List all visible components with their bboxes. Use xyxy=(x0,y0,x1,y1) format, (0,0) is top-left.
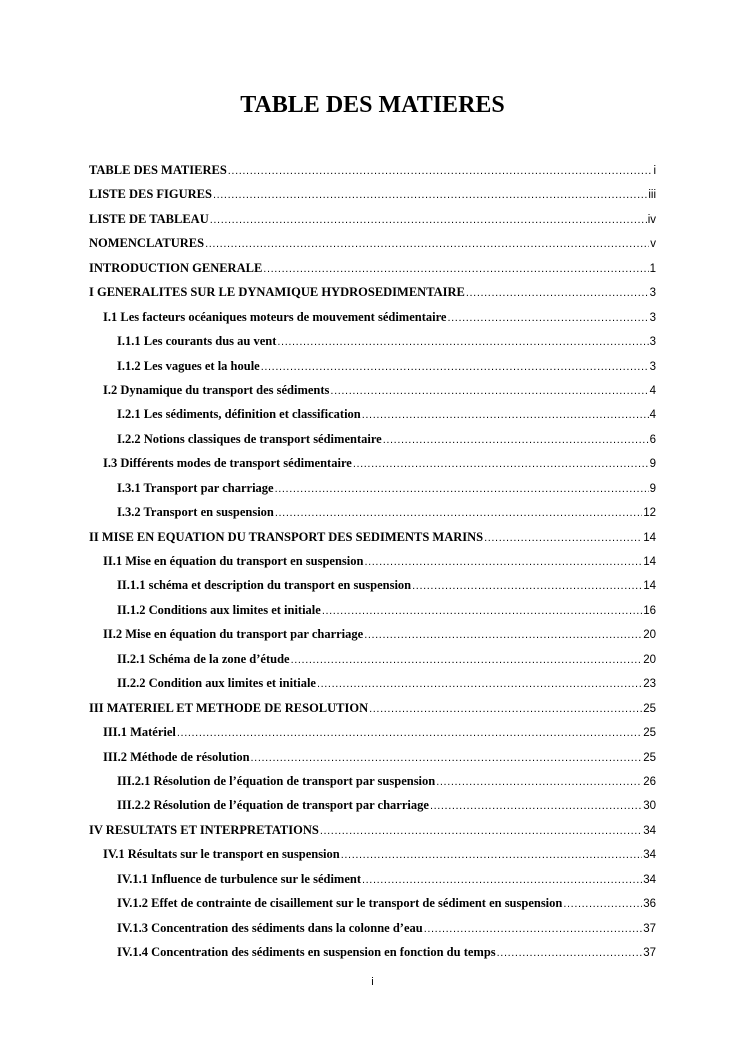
toc-entry-title: I.1.1 Les courants dus au vent xyxy=(117,334,277,349)
toc-entry-title: IV.1 Résultats sur le transport en suspension xyxy=(103,847,340,862)
toc-entry-page: 20 xyxy=(643,629,656,642)
toc-entry[interactable] xyxy=(89,162,656,186)
toc-entry-page: 26 xyxy=(643,775,656,788)
toc-leader-dots xyxy=(484,530,642,546)
toc-leader-dots xyxy=(364,554,642,570)
toc-entry-title: I.2 Dynamique du transport des sédiments xyxy=(103,382,330,397)
toc-leader-dots xyxy=(424,921,643,937)
toc-entry-title: III.1 Matériel xyxy=(103,725,176,740)
toc-leader-dots xyxy=(205,236,649,252)
toc-entry-title: LISTE DES FIGURES xyxy=(89,187,212,202)
toc-entry-page: 3 xyxy=(649,311,656,324)
toc-entry-title: II.1.1 schéma et description du transport en suspension xyxy=(117,578,412,593)
toc-entry-page: 30 xyxy=(643,800,656,813)
toc-leader-dots xyxy=(177,725,642,741)
toc-entry-title: II.2.2 Condition aux limites et initiale xyxy=(117,676,316,691)
toc-entry-page: i xyxy=(653,165,656,177)
toc-leader-dots xyxy=(320,823,642,839)
toc-entry-page: 37 xyxy=(643,922,656,935)
toc-entry-page: 34 xyxy=(643,824,656,837)
toc-leader-dots xyxy=(364,627,642,643)
toc-entry[interactable] xyxy=(89,309,656,333)
toc-entry[interactable] xyxy=(89,382,656,406)
toc-leader-dots xyxy=(261,359,649,375)
toc-leader-dots xyxy=(353,456,649,472)
toc-entry-title: II.2.1 Schéma de la zone d’étude xyxy=(117,651,290,666)
toc-entry-page: 3 xyxy=(649,336,656,349)
toc-entry-title: I.3.1 Transport par charriage xyxy=(117,480,274,495)
toc-entry-page: 25 xyxy=(643,702,656,715)
toc-entry[interactable] xyxy=(89,724,656,748)
toc-entry-page: 9 xyxy=(649,458,656,471)
toc-leader-dots xyxy=(430,798,642,814)
toc-entry-title: IV.1.2 Effet de contrainte de cisaillement sur le transport de sédiment en suspension xyxy=(117,896,563,911)
toc-entry-title: I.3.2 Transport en suspension xyxy=(117,505,274,520)
page-number: i xyxy=(371,976,374,988)
toc-leader-dots xyxy=(436,774,642,790)
toc-entry-title: IV.1.1 Influence de turbulence sur le sédiment xyxy=(117,871,361,886)
toc-entry[interactable] xyxy=(89,846,656,870)
toc-leader-dots xyxy=(412,578,642,594)
toc-entry-page: 23 xyxy=(643,678,656,691)
toc-entry[interactable] xyxy=(89,773,656,797)
toc-leader-dots xyxy=(369,701,642,717)
toc-entry-title: INTRODUCTION GENERALE xyxy=(89,260,263,275)
toc-leader-dots xyxy=(228,163,653,179)
toc-entry-page: iv xyxy=(647,213,656,226)
toc-leader-dots xyxy=(317,676,642,692)
toc-entry-page: 20 xyxy=(643,653,656,666)
toc-entry-title: III.2 Méthode de résolution xyxy=(103,749,250,764)
toc-entry[interactable] xyxy=(89,186,656,210)
toc-entry-title: I.1 Les facteurs océaniques moteurs de mouvement sédimentaire xyxy=(103,309,447,324)
toc-entry[interactable] xyxy=(89,480,656,504)
toc-entry-page: 34 xyxy=(643,849,656,862)
toc-entry-page: 14 xyxy=(643,580,656,593)
toc-leader-dots xyxy=(330,383,648,399)
toc-entry-title: III MATERIEL ET METHODE DE RESOLUTION xyxy=(89,700,369,715)
toc-leader-dots xyxy=(277,334,648,350)
toc-entry-page: 14 xyxy=(643,531,656,544)
toc-entry-page: 3 xyxy=(649,287,656,300)
toc-leader-dots xyxy=(466,285,649,301)
toc-leader-dots xyxy=(497,945,643,961)
toc-entry-title: III.2.1 Résolution de l’équation de transport par suspension xyxy=(117,773,436,788)
toc-entry-title: II MISE EN EQUATION DU TRANSPORT DES SEDIMENTS MARINS xyxy=(89,529,484,544)
toc-entry-title: TABLE DES MATIERES xyxy=(89,163,227,177)
toc-leader-dots xyxy=(563,896,642,912)
toc-leader-dots xyxy=(322,603,642,619)
toc-entry-title: IV RESULTATS ET INTERPRETATIONS xyxy=(89,822,319,837)
toc-entry[interactable] xyxy=(89,455,656,479)
toc-entry[interactable] xyxy=(89,749,656,773)
toc-entry-page: iii xyxy=(648,189,656,202)
toc-entry-title: LISTE DE TABLEAU xyxy=(89,211,209,226)
toc-entry[interactable] xyxy=(89,895,656,919)
table-of-contents xyxy=(89,162,656,968)
toc-entry[interactable] xyxy=(89,333,656,357)
toc-leader-dots xyxy=(275,505,642,521)
toc-entry[interactable] xyxy=(89,529,656,553)
toc-entry[interactable] xyxy=(89,358,656,382)
toc-entry-page: 9 xyxy=(649,482,656,495)
toc-entry-page: 3 xyxy=(649,360,656,373)
toc-entry-title: III.2.2 Résolution de l’équation de transport par charriage xyxy=(117,798,429,813)
toc-leader-dots xyxy=(341,847,642,863)
toc-entry-title: IV.1.4 Concentration des sédiments en suspension en fonction du temps xyxy=(117,945,496,959)
toc-entry[interactable] xyxy=(89,406,656,430)
toc-entry[interactable] xyxy=(89,944,656,968)
toc-entry[interactable] xyxy=(89,626,656,650)
toc-entry[interactable] xyxy=(89,260,656,284)
toc-leader-dots xyxy=(362,407,649,423)
toc-entry-page: 25 xyxy=(643,727,656,740)
toc-entry-title: I.1.2 Les vagues et la houle xyxy=(117,358,260,373)
toc-entry[interactable] xyxy=(89,651,656,675)
toc-entry[interactable] xyxy=(89,700,656,724)
toc-entry[interactable] xyxy=(89,797,656,821)
toc-leader-dots xyxy=(210,212,647,228)
toc-entry-page: 16 xyxy=(643,604,656,617)
toc-leader-dots xyxy=(251,750,643,766)
toc-entry-title: II.1 Mise en équation du transport en suspension xyxy=(103,554,364,568)
toc-entry-title: II.1.2 Conditions aux limites et initiale xyxy=(117,602,321,617)
toc-leader-dots xyxy=(263,261,648,277)
toc-entry-page: 25 xyxy=(643,751,656,764)
toc-leader-dots xyxy=(275,481,649,497)
toc-entry[interactable] xyxy=(89,431,656,455)
toc-entry-title: I.2.1 Les sédiments, définition et classification xyxy=(117,407,361,422)
page-title: TABLE DES MATIERES xyxy=(240,92,505,118)
toc-leader-dots xyxy=(291,652,643,668)
toc-entry-title: I.3 Différents modes de transport sédimentaire xyxy=(103,456,352,471)
toc-entry-title: NOMENCLATURES xyxy=(89,236,205,251)
toc-entry-page: 6 xyxy=(649,433,656,446)
toc-entry[interactable] xyxy=(89,284,656,308)
toc-entry[interactable] xyxy=(89,675,656,699)
toc-entry-page: 34 xyxy=(643,873,656,886)
toc-leader-dots xyxy=(447,310,648,326)
toc-entry-page: 12 xyxy=(643,507,656,520)
toc-entry-title: II.2 Mise en équation du transport par charriage xyxy=(103,627,364,642)
toc-leader-dots xyxy=(383,432,649,448)
toc-entry-page: 4 xyxy=(649,409,656,422)
toc-entry[interactable] xyxy=(89,504,656,528)
toc-entry-title: I.2.2 Notions classiques de transport sédimentaire xyxy=(117,431,382,446)
toc-entry-page: 4 xyxy=(649,384,656,397)
toc-entry[interactable] xyxy=(89,577,656,601)
toc-leader-dots xyxy=(362,872,642,888)
toc-entry-title: IV.1.3 Concentration des sédiments dans la colonne d’eau xyxy=(117,920,423,935)
toc-entry-page: v xyxy=(650,238,656,251)
toc-entry-title: I GENERALITES SUR LE DYNAMIQUE HYDROSEDIMENTAIRE xyxy=(89,285,465,300)
toc-entry[interactable] xyxy=(89,235,656,259)
toc-entry[interactable] xyxy=(89,871,656,895)
toc-entry[interactable] xyxy=(89,920,656,944)
toc-entry-page: 36 xyxy=(643,898,656,911)
toc-entry-page: 1 xyxy=(649,262,656,275)
toc-entry[interactable] xyxy=(89,822,656,846)
toc-entry-page: 37 xyxy=(643,947,656,959)
toc-entry-page: 14 xyxy=(643,556,656,568)
toc-entry[interactable] xyxy=(89,553,656,577)
toc-leader-dots xyxy=(213,187,647,203)
toc-entry[interactable] xyxy=(89,211,656,235)
toc-entry[interactable] xyxy=(89,602,656,626)
